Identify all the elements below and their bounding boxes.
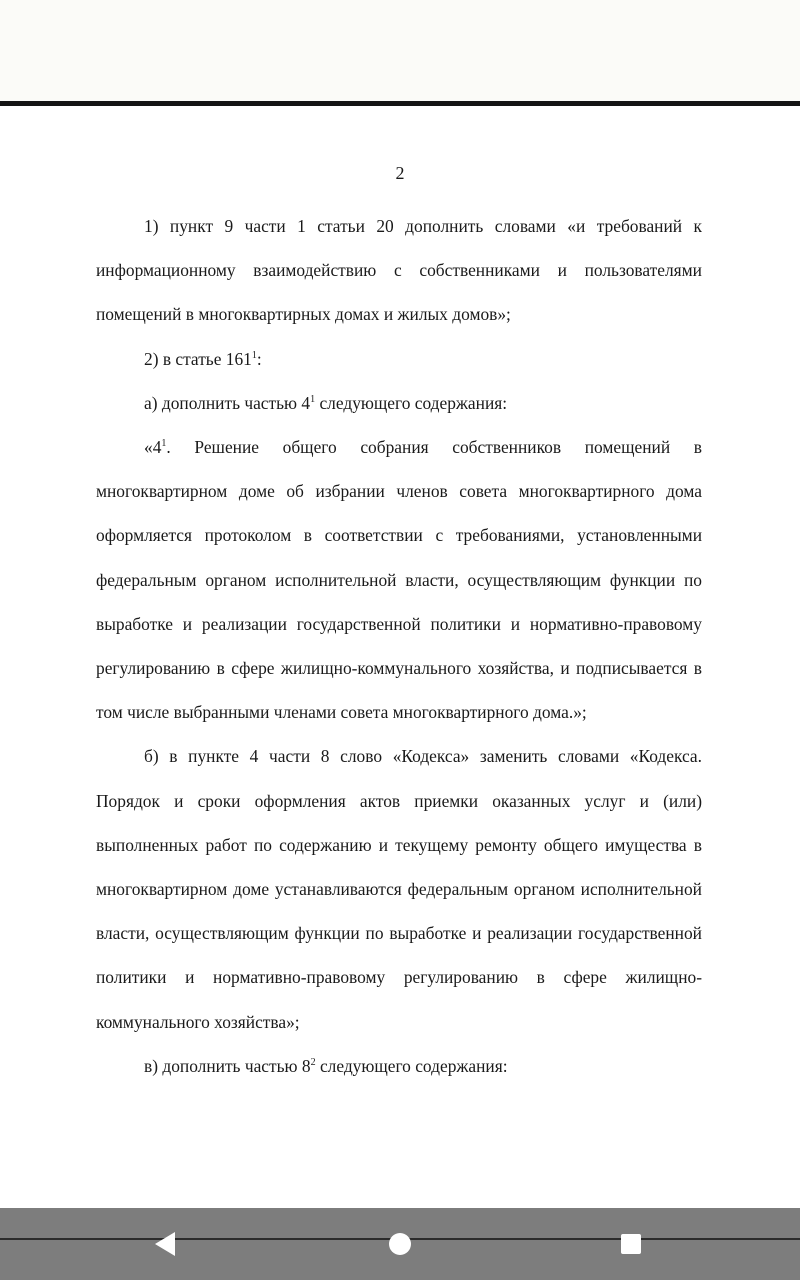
paragraph-3-superscript: 1 [310,393,316,405]
home-button[interactable] [384,1228,416,1260]
paragraph-2 [96,337,702,381]
paragraph-3 [96,381,702,425]
previous-page-edge [0,0,800,103]
paragraph-4-superscript: 1 [161,438,167,450]
paragraph-3-tail: следующего содержания: [315,392,508,413]
paragraph-2-superscript: 1 [251,349,257,361]
home-circle-icon [388,1232,412,1256]
paragraph-4 [96,425,702,734]
back-button[interactable] [149,1228,181,1260]
paragraph-6 [96,1044,702,1088]
paragraph-4-lead: «4 [144,437,162,458]
paragraph-6-text: в) дополнить частью 8 [144,1055,311,1076]
paragraph-6-superscript: 2 [310,1056,316,1068]
paragraph-5: б) в пункте 4 части 8 слово «Кодекса» заменить словами «Кодекса. Порядок и сроки оформления актов приемки оказанных услуг и (или) выполненных работ по содержанию и текущему ремонту общего имущества в многоквартирном доме устанавливаются федеральным органом исполнительной власти, осуществляющим функции по выработке и реализации государственной политики и нормативно-правовому регулированию в сфере жилищно-коммунального хозяйства»; [96,746,702,1032]
page-number: 2 [395,163,405,183]
paragraph-3-text: а) дополнить частью 4 [144,392,311,413]
recents-button[interactable] [615,1228,647,1260]
paragraph-4-text: . Решение общего собрания собственников помещений в многоквартирном доме об избрании членов совета многоквартирного дома оформляется протоколом в соответствии с требованиями, установленными федеральным органом исполнительной власти, осуществляющим функции по выработке и реализации государственной политики и нормативно-правовому регулированию в сфере жилищно-коммунального хозяйства, и подписывается в том числе выбранными членами совета многоквартирного дома.»; [96,437,702,723]
navigation-bar [0,1208,800,1280]
paragraph-6-tail: следующего содержания: [315,1055,508,1076]
document-page[interactable] [0,106,800,1208]
paragraph-2-text: 2) в статье 161 [144,348,252,369]
paragraph-1: 1) пункт 9 части 1 статьи 20 дополнить словами «и требований к информационному взаимодействию с собственниками и пользователями помещений в многоквартирных домах и жилых домов»; [96,216,702,325]
recents-square-icon [620,1233,642,1255]
document-text [96,204,702,1088]
paragraph-2-tail: : [256,348,262,369]
back-triangle-icon [153,1231,177,1257]
